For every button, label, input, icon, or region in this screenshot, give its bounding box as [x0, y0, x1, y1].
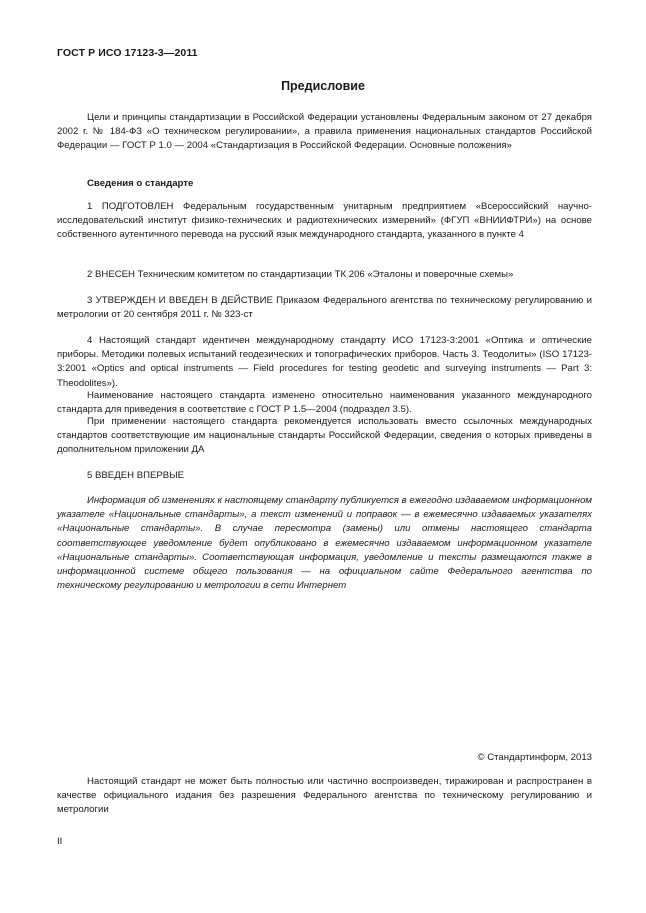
reproduction-notice: Настоящий стандарт не может быть полностью или частично воспроизведен, тиражирован и распространен в качестве официального издания без разрешения Федерального агентства по техническому регулированию и метрологии: [57, 776, 592, 816]
item-4-note-2: При применении настоящего стандарта рекомендуется использовать вместо ссылочных международных стандартов соответствующие им национальные стандарты Российской Федерации, сведения о которых приведены в дополнительном приложении ДА: [57, 416, 592, 456]
document-code-header: ГОСТ Р ИСО 17123-3—2011: [57, 47, 198, 59]
item-2-paragraph: 2 ВНЕСЕН Техническим комитетом по стандартизации ТК 206 «Эталоны и поверочные схемы»: [87, 269, 514, 280]
item-4-note-1: Наименование настоящего стандарта изменено относительно наименования указанного международного стандарта для приведения в соответствие с ГОСТ Р 1.5—2004 (подраздел 3.5).: [57, 390, 592, 416]
page-title: Предисловие: [281, 79, 365, 93]
info-heading: Сведения о стандарте: [87, 178, 194, 189]
item-5-paragraph: 5 ВВЕДЕН ВПЕРВЫЕ: [87, 470, 185, 481]
copyright-line: © Стандартинформ, 2013: [477, 752, 592, 763]
page-number: II: [57, 836, 63, 847]
item-1-paragraph: 1 ПОДГОТОВЛЕН Федеральным государственным унитарным предприятием «Всероссийский научно-исследовательский институт физико-технических и радиотехнических измерений» (ФГУП «ВНИИФТРИ») на основе собственного аутентичного перевода на русский язык международного стандарта, указанного в пункте 4: [57, 201, 592, 241]
notice-paragraph: Информация об изменениях к настоящему стандарту публикуется в ежегодно издаваемом информационном указателе «Национальные стандарты», а текст изменений и поправок — в ежемесячно издаваемых указателях «Национальные стандарты». В случае пересмотра (замены) или отмены настоящего стандарта соответствующее уведомление будет опубликовано в ежемесячно издаваемом информационном указателе «Национальные стандарты». Соответствующая информация, уведомление и тексты размещаются также в информационной системе общего пользования — на официальном сайте Федерального агентства по техническому регулированию и метрологии в сети Интернет: [57, 495, 592, 592]
intro-paragraph: Цели и принципы стандартизации в Российской Федерации установлены Федеральным законом от 27 декабря 2002 г. № 184-ФЗ «О техническом регулировании», а правила применения национальных стандартов Российской Федерации — ГОСТ Р 1.0 — 2004 «Стандартизация в Российской Федерации. Основные положения»: [57, 112, 592, 152]
item-4-paragraph: 4 Настоящий стандарт идентичен международному стандарту ИСО 17123-3:2001 «Оптика и оптические приборы. Методики полевых испытаний геодезических и топографических приборов. Часть 3. Теодолиты» (ISO 17123-3:2001 «Optics and optical instruments — Field procedures for testing geodetic and surveying instruments — Part 3: Theodolites»).: [57, 335, 592, 389]
item-3-paragraph: 3 УТВЕРЖДЕН И ВВЕДЕН В ДЕЙСТВИЕ Приказом Федерального агентства по техническому регулированию и метрологии от 20 сентября 2011 г. № 323-ст: [57, 295, 592, 321]
